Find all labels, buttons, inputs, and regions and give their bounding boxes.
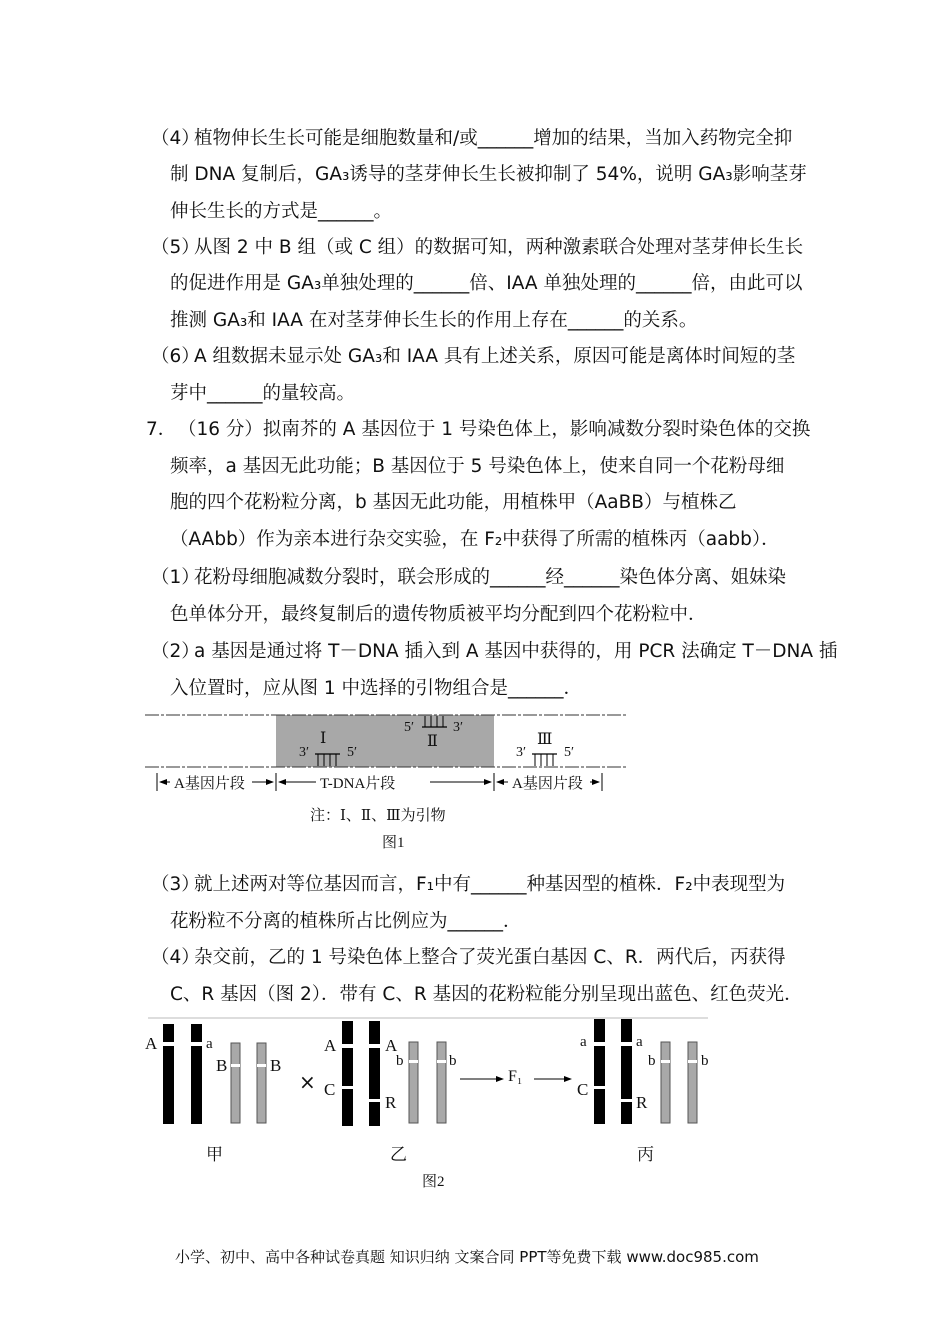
q7-p4-line1: 杂交前，乙的 1 号染色体上整合了荧光蛋白基因 C、R．两代后，丙获得 bbox=[194, 947, 786, 968]
primer-3-3prime: 3′ bbox=[516, 745, 527, 760]
jia-gene-B-left: B bbox=[216, 1056, 228, 1075]
yi-chr1-right bbox=[369, 1021, 380, 1126]
gene-mark bbox=[369, 1099, 380, 1102]
bing-gene-a-right: a bbox=[636, 1034, 643, 1050]
bing-gene-b-left: b bbox=[648, 1053, 656, 1069]
bing-chr5-right bbox=[688, 1042, 697, 1123]
q6-p4-line1: 植物伸长生长可能是细胞数量和/或______增加的结果，当加入药物完全抑 bbox=[194, 128, 793, 149]
q6-p4-line3: 伸长生长的方式是______。 bbox=[170, 201, 393, 222]
bing-gene-C: C bbox=[577, 1080, 589, 1099]
primer-1-3prime: 3′ bbox=[299, 745, 310, 760]
yi-chr1-left bbox=[342, 1021, 353, 1126]
segment-a-right-label: A基因片段 bbox=[512, 776, 583, 792]
figure-2 bbox=[140, 1016, 720, 1196]
q7-p3-number: （3） bbox=[151, 874, 200, 895]
q7-p2-number: （2） bbox=[151, 641, 200, 662]
gene-mark bbox=[231, 1064, 240, 1067]
yi-gene-b-right: b bbox=[449, 1053, 457, 1069]
q7-number: 7． bbox=[146, 419, 177, 440]
jia-chr5-left bbox=[231, 1043, 240, 1123]
yi-gene-A-left: A bbox=[324, 1036, 337, 1055]
gene-mark bbox=[594, 1086, 605, 1089]
jia-gene-A: A bbox=[145, 1034, 158, 1053]
primer-2-3prime: 3′ bbox=[453, 720, 464, 735]
q7-p4-line2: C、R 基因（图 2）．带有 C、R 基因的花粉粒能分别呈现出蓝色、红色荧光． bbox=[170, 984, 803, 1005]
gene-mark bbox=[437, 1060, 446, 1063]
yi-gene-A-right: A bbox=[385, 1036, 398, 1055]
q7-line4: （AAbb）作为亲本进行杂交实验，在 F₂中获得了所需的植株丙（aabb）． bbox=[170, 529, 780, 550]
q6-p5-line1: 从图 2 中 B 组（或 C 组）的数据可知，两种激素联合处理对茎芽伸长生长 bbox=[194, 237, 804, 258]
gene-mark bbox=[257, 1064, 266, 1067]
bing-chr1-left bbox=[594, 1019, 605, 1124]
arrow-head bbox=[278, 779, 286, 785]
yi-gene-b-left: b bbox=[396, 1053, 404, 1069]
segment-a-left-label: A基因片段 bbox=[174, 776, 245, 792]
cross-symbol: × bbox=[299, 1070, 316, 1094]
q7-p1-number: （1） bbox=[151, 567, 200, 588]
arrow-head bbox=[496, 1076, 504, 1082]
bing-gene-a-left: a bbox=[580, 1034, 587, 1050]
figure-2-diagram bbox=[140, 1016, 720, 1196]
jia-chr1-right bbox=[191, 1024, 202, 1124]
gene-mark bbox=[594, 1042, 605, 1046]
segment-tdna-label: T-DNA片段 bbox=[320, 776, 396, 792]
arrow-head bbox=[564, 1076, 572, 1082]
bing-chr5-left bbox=[661, 1042, 670, 1123]
gene-mark bbox=[191, 1042, 202, 1046]
q7-p4-number: （4） bbox=[151, 947, 200, 968]
yi-gene-C: C bbox=[324, 1080, 336, 1099]
arrow-head bbox=[496, 779, 504, 785]
q6-p4-number: （4） bbox=[151, 128, 200, 149]
q6-p6-line2: 芽中______的量较高。 bbox=[170, 383, 356, 404]
jia-chr1-left bbox=[163, 1024, 174, 1124]
figure-1-note: 注：Ⅰ、Ⅱ、Ⅲ为引物 bbox=[310, 808, 446, 824]
arrow-head bbox=[159, 779, 167, 785]
q6-p5-number: （5） bbox=[151, 237, 200, 258]
arrow-head bbox=[484, 779, 492, 785]
q7-p1-line2: 色单体分开，最终复制后的遗传物质被平均分配到四个花粉粒中． bbox=[170, 604, 707, 625]
gene-mark bbox=[409, 1060, 418, 1063]
jia-gene-B-right: B bbox=[270, 1056, 282, 1075]
gene-mark bbox=[342, 1086, 353, 1089]
figure-1-caption: 图1 bbox=[382, 835, 405, 851]
yi-chr5-left bbox=[409, 1042, 418, 1123]
label-yi: 乙 bbox=[390, 1145, 407, 1165]
primer-3-5prime: 5′ bbox=[564, 745, 575, 760]
q6-p4-line2: 制 DNA 复制后，GA₃诱导的茎芽伸长生长被抑制了 54%，说明 GA₃影响茎芽 bbox=[170, 164, 807, 185]
q6-p6-line1: A 组数据未显示处 GA₃和 IAA 具有上述关系，原因可能是离体时间短的茎 bbox=[194, 346, 796, 367]
q7-line3: 胞的四个花粉粒分离，b 基因无此功能，用植株甲（AaBB）与植株乙 bbox=[170, 492, 737, 513]
gene-mark bbox=[688, 1060, 697, 1063]
label-jia: 甲 bbox=[206, 1145, 223, 1165]
q7-p3-line1: 就上述两对等位基因而言，F₁中有______种基因型的植株．F₂中表现型为 bbox=[194, 874, 786, 895]
arrow-head bbox=[592, 779, 600, 785]
q7-p3-line2: 花粉粒不分离的植株所占比例应为______． bbox=[170, 911, 522, 932]
bing-gene-R: R bbox=[636, 1093, 648, 1112]
gene-mark bbox=[621, 1042, 632, 1046]
q7-p1-line1: 花粉母细胞减数分裂时，联会形成的______经______染色体分离、姐妹染 bbox=[194, 567, 787, 588]
q6-p5-line2: 的促进作用是 GA₃单独处理的______倍、IAA 单独处理的______倍，由此可以 bbox=[170, 273, 803, 294]
bing-gene-b-right: b bbox=[701, 1053, 709, 1069]
primer-2-5prime: 5′ bbox=[404, 720, 415, 735]
primer-1-5prime: 5′ bbox=[347, 745, 358, 760]
yi-gene-R: R bbox=[385, 1093, 397, 1112]
gene-mark bbox=[369, 1044, 380, 1048]
bing-chr1-right bbox=[621, 1019, 632, 1124]
primer-3-label: Ⅲ bbox=[537, 731, 553, 748]
q7-p2-line2: 入位置时，应从图 1 中选择的引物组合是______． bbox=[170, 678, 583, 699]
figure-2-caption: 图2 bbox=[422, 1174, 445, 1190]
arrow-head bbox=[266, 779, 274, 785]
gene-mark bbox=[661, 1060, 670, 1063]
gene-mark bbox=[621, 1099, 632, 1102]
label-bing: 丙 bbox=[637, 1145, 654, 1165]
primer-3 bbox=[532, 754, 557, 766]
q6-p6-number: （6） bbox=[151, 346, 200, 367]
q6-p5-line3: 推测 GA₃和 IAA 在对茎芽伸长生长的作用上存在______的关系。 bbox=[170, 310, 698, 331]
primer-1-label: Ⅰ bbox=[320, 730, 327, 747]
figure-1 bbox=[140, 705, 640, 855]
page-footer: 小学、初中、高中各种试卷真题 知识归纳 文案合同 PPT等免费下载 www.doc985.com bbox=[175, 1248, 759, 1266]
q7-p2-line1: a 基因是通过将 T－DNA 插入到 A 基因中获得的，用 PCR 法确定 T－DNA 插 bbox=[194, 641, 838, 662]
yi-chr5-right bbox=[437, 1042, 446, 1123]
f1-label: F₁ bbox=[508, 1068, 523, 1085]
primer-2-label: Ⅱ bbox=[427, 733, 438, 750]
q7-line2: 频率，a 基因无此功能；B 基因位于 5 号染色体上，使来自同一个花粉母细 bbox=[170, 456, 785, 477]
gene-mark bbox=[163, 1042, 174, 1046]
jia-chr5-right bbox=[257, 1043, 266, 1123]
q7-line1: （16 分）拟南芥的 A 基因位于 1 号染色体上，影响减数分裂时染色体的交换 bbox=[178, 419, 811, 440]
jia-gene-a: a bbox=[206, 1036, 213, 1052]
gene-mark bbox=[342, 1044, 353, 1048]
